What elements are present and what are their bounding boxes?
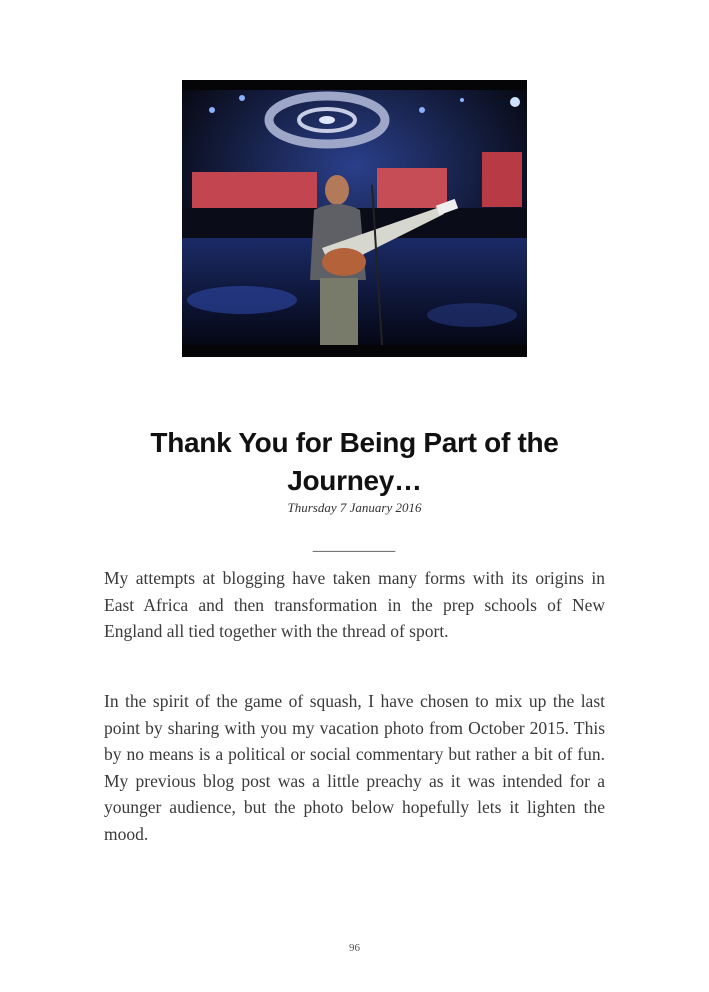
- article-paragraph-1: My attempts at blogging have taken many forms with its origins in East Africa and then transformation in the prep schools of New England all tied together with the thread of sport.: [104, 568, 605, 641]
- page-number: 96: [349, 942, 360, 954]
- concert-photo: [182, 80, 527, 357]
- concert-stage-image: [182, 80, 527, 357]
- title-divider: ___________: [312, 538, 396, 554]
- article-paragraph-2: In the spirit of the game of squash, I have chosen to mix up the last point by sharing with you my vacation photo from October 2015. This by no means is a political or social commentary but rather a bit of fun. My previous blog post was a little preachy as it was intended for a younger audience, but the photo below hopefully lets it lighten the mood.: [104, 691, 605, 844]
- article-title: Thank You for Being Part of the Journey…: [150, 427, 559, 496]
- article-date: Thursday 7 January 2016: [287, 500, 422, 515]
